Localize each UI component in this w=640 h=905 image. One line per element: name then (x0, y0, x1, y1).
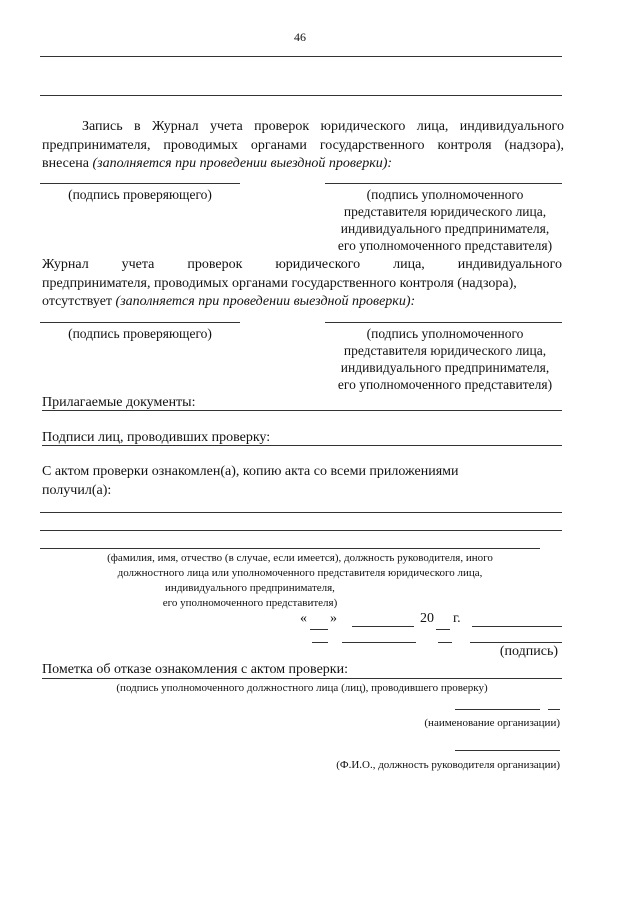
inspector-signature-line (40, 183, 240, 184)
journal-absent-line-3: отсутствует (заполняется при проведении выездной проверки): (42, 294, 416, 309)
blank-line (40, 512, 562, 513)
org-name-line-tail (548, 709, 560, 710)
representative-signature-line (325, 183, 562, 184)
journal-absent-line-2: предпринимателя, проводимых органами государственного контроля (надзора), (42, 275, 517, 291)
inspectors-signatures-line (42, 445, 562, 446)
blank-line (40, 530, 562, 531)
blank-dash (312, 642, 328, 643)
refusal-label: Пометка об отказе ознакомления с актом проверки: (42, 662, 348, 677)
org-head-line (455, 750, 560, 751)
inspector-signature-line (40, 322, 240, 323)
date-line (300, 610, 570, 630)
refusal-signature-caption: (подпись уполномоченного должностного лица (лиц), проводившего проверку) (116, 682, 488, 694)
inspector-signature-caption: (подпись проверяющего) (68, 187, 212, 202)
attached-documents-line (42, 410, 562, 411)
blank-line (40, 56, 562, 57)
fio-line (40, 548, 540, 549)
org-head-caption: (Ф.И.О., должность руководителя организации) (336, 759, 560, 771)
page-number: 46 (294, 30, 306, 44)
representative-signature-caption: (подпись уполномоченного представителя юридического лица, индивидуального предпринимателя, его уполномоченного представителя) (337, 187, 553, 253)
signature-field (472, 626, 562, 627)
blank-dash (342, 642, 416, 643)
year-suffix: г. (453, 611, 461, 626)
attached-documents-label: Прилагаемые документы: (42, 395, 196, 410)
acquainted-paragraph: С актом проверки ознакомлен(а), копию акта со всеми приложениями получил(а): (42, 464, 459, 498)
entry-in-journal-paragraph (42, 118, 564, 174)
org-name-caption: (наименование организации) (424, 717, 560, 729)
day-field (310, 610, 328, 630)
blank-line (40, 95, 562, 96)
year-field (436, 610, 450, 630)
year-prefix: 20 (420, 611, 434, 626)
representative-signature-caption: (подпись уполномоченного представителя юридического лица, индивидуального предпринимателя, его уполномоченного представителя) (337, 326, 553, 392)
open-quote: « (300, 611, 307, 626)
journal-absent-line-1: Журнал учета проверок юридического лица, индивидуального (42, 257, 562, 272)
entry-in-journal-text: Запись в Журнал учета проверок юридического лица, индивидуального предпринимателя, проводимых органами государственного контроля (надзора), внесена (42, 119, 564, 171)
inspector-signature-caption: (подпись проверяющего) (68, 326, 212, 341)
representative-signature-line (325, 322, 562, 323)
org-name-line (455, 709, 540, 710)
close-quote: » (330, 611, 337, 626)
refusal-line (42, 678, 562, 679)
month-field (352, 626, 414, 627)
journal-absent-paragraph (42, 256, 562, 312)
signature-label: (подпись) (499, 644, 558, 659)
fio-caption-cont: индивидуального предпринимателя, его уполномоченного представителя) (162, 582, 338, 609)
fio-caption: (фамилия, имя, отчество (в случае, если имеется), должность руководителя, иного должностного лица или уполномоченного представителя юридического лица, (107, 552, 493, 579)
inspectors-signatures-label: Подписи лиц, проводивших проверку: (42, 430, 271, 445)
entry-in-journal-note: (заполняется при проведении выездной проверки): (92, 156, 393, 171)
